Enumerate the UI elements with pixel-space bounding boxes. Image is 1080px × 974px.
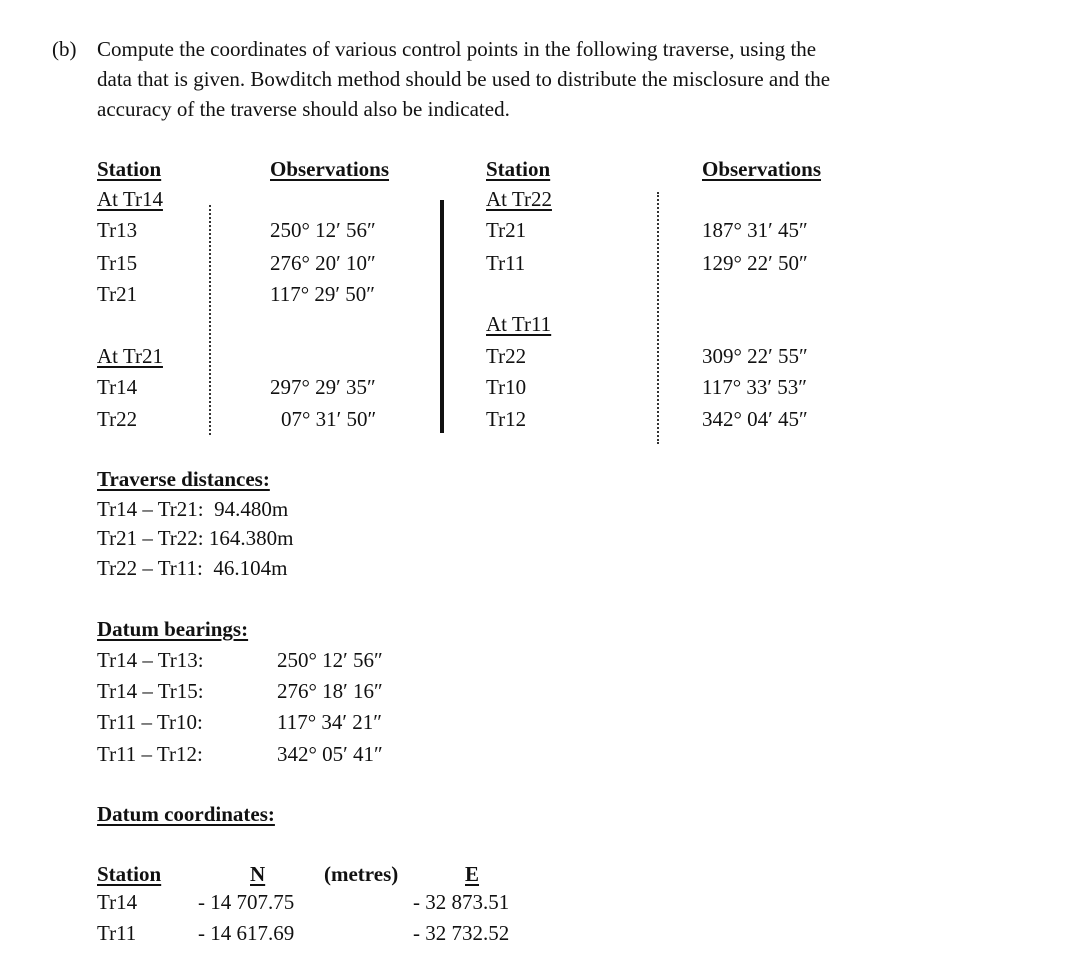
coords-n-tr14: - 14 707.75	[198, 890, 295, 914]
right-station-tr21: Tr21	[486, 218, 527, 242]
left-observations-header: Observations	[270, 157, 390, 181]
coords-units-label: (metres)	[324, 862, 399, 886]
right-dotted-divider	[657, 192, 659, 444]
left-dotted-divider	[209, 205, 211, 435]
left-station-tr15: Tr15	[97, 251, 138, 275]
right-at-tr11: At Tr11	[486, 312, 552, 336]
coords-station-tr14: Tr14	[97, 890, 138, 914]
right-obs-tr10: 117° 33′ 53″	[702, 375, 807, 399]
right-obs-tr22: 309° 22′ 55″	[702, 344, 808, 368]
left-station-tr13: Tr13	[97, 218, 138, 242]
right-at-tr22: At Tr22	[486, 187, 552, 211]
center-solid-divider	[440, 200, 444, 433]
coords-e-tr11: - 32 732.52	[413, 921, 510, 945]
coords-station-tr11: Tr11	[97, 921, 137, 945]
question-label: (b)	[52, 37, 77, 61]
left-station-tr14: Tr14	[97, 375, 138, 399]
coords-station-header: Station	[97, 862, 162, 886]
left-obs-tr15: 276° 20′ 10″	[270, 251, 376, 275]
distance-tr22-tr11: Tr22 – Tr11: 46.104m	[97, 556, 288, 580]
bearing-value-tr11-tr12: 342° 05′ 41″	[277, 742, 383, 766]
question-line-1: Compute the coordinates of various control points in the following traverse, using the	[97, 37, 817, 61]
traverse-distances-title: Traverse distances:	[97, 467, 270, 491]
bearing-line-tr11-tr10: Tr11 – Tr10:	[97, 710, 203, 734]
coords-n-header: N	[250, 862, 266, 886]
bearing-line-tr14-tr13: Tr14 – Tr13:	[97, 648, 204, 672]
coords-n-tr11: - 14 617.69	[198, 921, 295, 945]
left-at-tr21: At Tr21	[97, 344, 163, 368]
right-obs-tr11: 129° 22′ 50″	[702, 251, 808, 275]
right-obs-tr12: 342° 04′ 45″	[702, 407, 808, 431]
left-station-tr21: Tr21	[97, 282, 138, 306]
left-station-tr22: Tr22	[97, 407, 138, 431]
bearing-line-tr14-tr15: Tr14 – Tr15:	[97, 679, 204, 703]
coords-e-header: E	[465, 862, 480, 886]
question-line-3: accuracy of the traverse should also be indicated.	[97, 97, 510, 121]
left-obs-tr22: 07° 31′ 50″	[281, 407, 377, 431]
question-line-2: data that is given. Bowditch method should be used to distribute the misclosure and the	[97, 67, 831, 91]
right-station-tr10: Tr10	[486, 375, 527, 399]
bearing-line-tr11-tr12: Tr11 – Tr12:	[97, 742, 203, 766]
distance-tr14-tr21: Tr14 – Tr21: 94.480m	[97, 497, 289, 521]
right-station-tr22: Tr22	[486, 344, 527, 368]
right-station-tr11: Tr11	[486, 251, 526, 275]
bearing-value-tr14-tr15: 276° 18′ 16″	[277, 679, 383, 703]
bearing-value-tr11-tr10: 117° 34′ 21″	[277, 710, 382, 734]
right-station-tr12: Tr12	[486, 407, 527, 431]
datum-coordinates-title: Datum coordinates:	[97, 802, 275, 826]
right-obs-tr21: 187° 31′ 45″	[702, 218, 808, 242]
right-observations-header: Observations	[702, 157, 822, 181]
left-station-header: Station	[97, 157, 162, 181]
right-station-header: Station	[486, 157, 551, 181]
coords-e-tr14: - 32 873.51	[413, 890, 510, 914]
left-obs-tr14: 297° 29′ 35″	[270, 375, 376, 399]
distance-tr21-tr22: Tr21 – Tr22: 164.380m	[97, 526, 294, 550]
left-obs-tr13: 250° 12′ 56″	[270, 218, 376, 242]
datum-bearings-title: Datum bearings:	[97, 617, 249, 641]
bearing-value-tr14-tr13: 250° 12′ 56″	[277, 648, 383, 672]
left-at-tr14: At Tr14	[97, 187, 163, 211]
left-obs-tr21: 117° 29′ 50″	[270, 282, 375, 306]
